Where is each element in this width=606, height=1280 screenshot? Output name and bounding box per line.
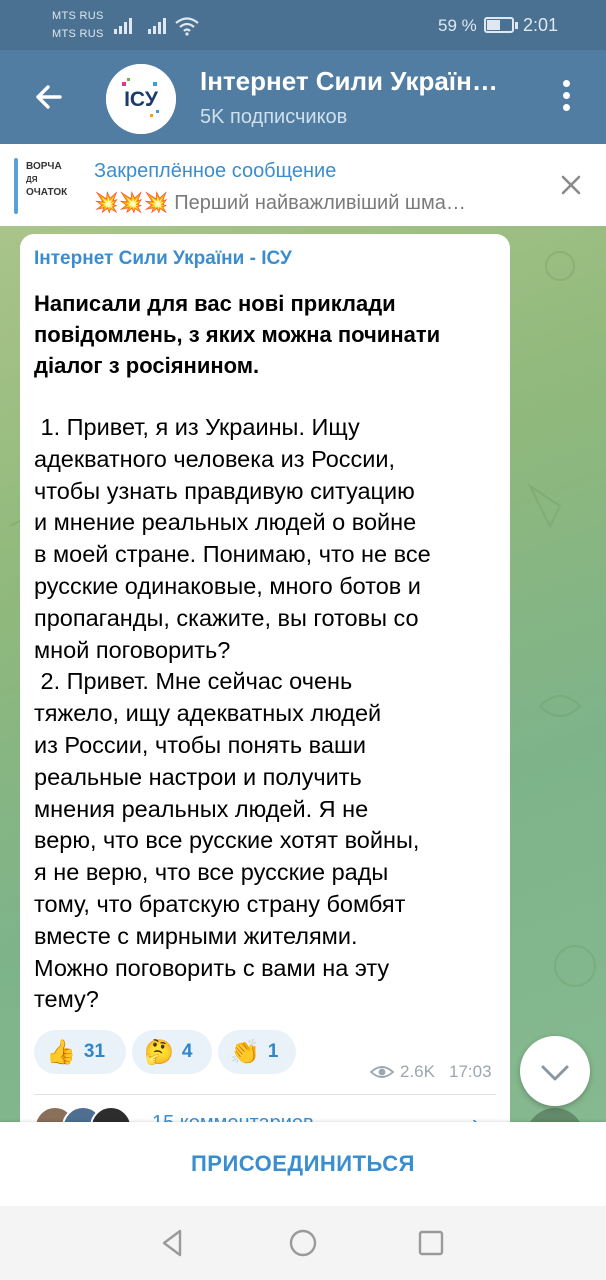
wifi-icon [174, 16, 200, 36]
nav-recents-icon[interactable] [414, 1226, 448, 1260]
chat-area[interactable] [0, 226, 606, 1122]
chevron-down-icon [520, 1036, 590, 1106]
thinking-face-icon: 🤔 [144, 1038, 174, 1066]
reaction-thumbs-up[interactable] [34, 1030, 126, 1074]
message-sender[interactable]: Інтернет Сили України - ІСУ [34, 248, 292, 269]
close-icon[interactable] [556, 170, 586, 200]
scroll-down-button[interactable] [520, 1036, 590, 1106]
clapping-hands-icon: 👏 [230, 1038, 260, 1066]
arrow-left-icon[interactable] [26, 74, 72, 120]
carrier-label: MTS RUS [52, 28, 104, 40]
battery-tip [515, 22, 518, 29]
subscriber-count: 5K подписчиков [200, 106, 348, 128]
divider [34, 1094, 496, 1095]
reaction-count: 4 [181, 1041, 193, 1062]
svg-text:ІСУ: ІСУ [124, 88, 158, 111]
view-count: 2.6K [400, 1062, 435, 1081]
message-body: 1. Привет, я из Украины. Ищу адекватного человека из России, чтобы узнать правдивую ситуацию и мнение реальных людей о войне в моей стране. Понимаю, что не все русские одинаковые, много ботов и пропаганды, скажите, вы готовы со мной поговорить? 2. Привет. Мне сейчас очень тяжело, ищу адекватных людей из России, чтобы понять ваши реальные настрои и получить мнения реальных людей. Я не верю, что все русские хотят войны, я не верю, что все русские рады тому, что братскую страну бомбят вместе с мирными жителями. Можно поговорить с вами на эту тему? [34, 414, 431, 1013]
message-heading: Написали для вас нові приклади повідомлень, з яких можна починати діалог з росіянином. [34, 291, 441, 378]
reaction-count: 31 [83, 1041, 106, 1062]
signal-icon [148, 18, 170, 34]
chat-header [0, 50, 606, 144]
pinned-thumbnail [26, 160, 86, 212]
thumb-line: ДЯ [26, 175, 38, 184]
pinned-message-bar[interactable] [0, 144, 606, 226]
thumb-line: ОЧАТОК [26, 187, 68, 198]
thumbs-up-icon: 👍 [46, 1038, 76, 1066]
battery-level [487, 20, 500, 30]
clock: 2:01 [523, 15, 559, 35]
join-bar [0, 1122, 606, 1206]
signal-icon [114, 18, 136, 34]
reaction-thinking[interactable] [132, 1030, 212, 1074]
channel-logo [106, 64, 176, 134]
reaction-count: 1 [267, 1041, 279, 1062]
message-bubble[interactable] [20, 234, 510, 1154]
navigation-bar [0, 1206, 606, 1280]
pinned-title: Закреплённое сообщение [94, 160, 337, 182]
thumb-line: ВОРЧА [26, 161, 62, 172]
status-bar [0, 0, 606, 50]
nav-home-icon[interactable] [286, 1226, 320, 1260]
eye-icon [370, 1064, 394, 1080]
channel-title[interactable]: Інтернет Сили Україн… [200, 66, 498, 96]
nav-back-icon[interactable] [156, 1226, 190, 1260]
message-meta [370, 1062, 492, 1082]
carrier-label: MTS RUS [52, 10, 104, 22]
more-vertical-icon[interactable] [552, 76, 580, 120]
message-time: 17:03 [448, 1062, 492, 1081]
pinned-preview: 💥💥💥 Перший найважливіший шма… [94, 192, 466, 214]
reaction-clap[interactable] [218, 1030, 296, 1074]
pinned-indicator [14, 158, 18, 214]
channel-avatar[interactable] [106, 64, 176, 134]
battery-icon [484, 17, 514, 33]
battery-percent: 59 % [438, 16, 477, 35]
join-button[interactable]: ПРИСОЕДИНИТЬСЯ [0, 1122, 606, 1206]
